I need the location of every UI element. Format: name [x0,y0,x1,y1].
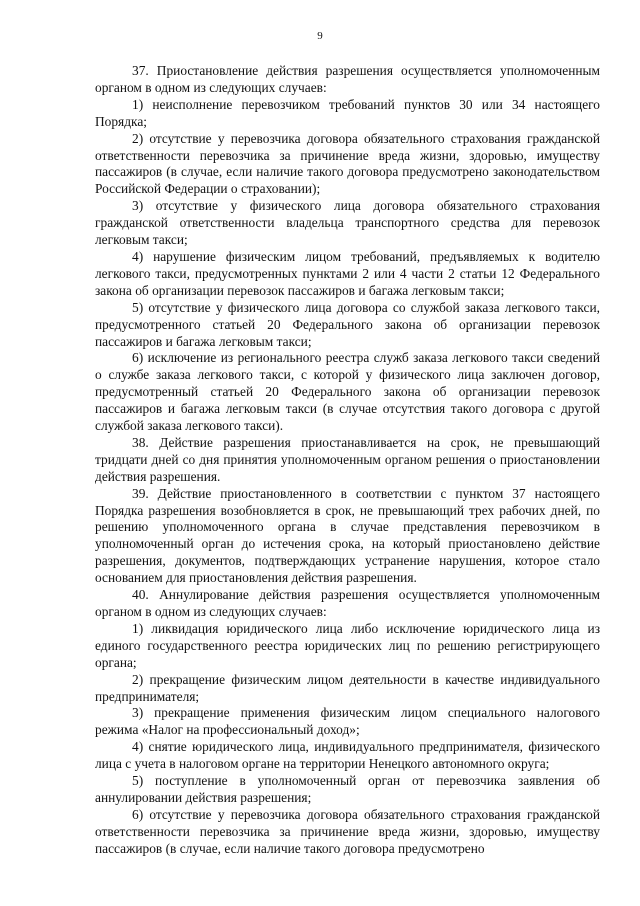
list-item-40-5: 5) поступление в уполномоченный орган от перевозчика заявления об аннулировании действия разрешения; [95,773,600,805]
page-number: 9 [317,30,323,42]
list-item-37-6: 6) исключение из регионального реестра служб заказа легкового такси сведений о службе заказа легкового такси, с которой у физического лица заключен договор, предусмотренный статьей 20 Федерального закона об организации перевозок пассажиров и багажа легковым такси (в случае отсутствия такого договора с другой службой заказа легкового такси). [95,350,600,434]
paragraph-38: 38. Действие разрешения приостанавливается на срок, не превышающий тридцати дней со дня принятия уполномоченным органом решения о приостановлении действия разрешения. [95,434,600,484]
list-item-37-5: 5) отсутствие у физического лица договора со службой заказа легкового такси, предусмотренного статьей 20 Федерального закона об организации перевозок пассажиров и багажа легковым такси; [95,299,600,349]
list-item-37-1: 1) неисполнение перевозчиком требований пунктов 30 или 34 настоящего Порядка; [95,96,600,129]
paragraph-39: 39. Действие приостановленного в соответствии с пунктом 37 настоящего Порядка разрешения возобновляется в срок, не превышающий трех рабочих дней, по решению уполномоченного органа в случае представления перевозчиком в уполномоченный орган до истечения срока, на который приостановлено действие разрешения, документов, подтверждающих устранение нарушения, которое стало основанием для приостановления действия разрешения. [95,485,600,586]
list-item-40-4: 4) снятие юридического лица, индивидуального предпринимателя, физического лица с учета в налоговом органе на территории Ненецкого автономного округа; [95,739,600,772]
paragraph-37-intro: 37. Приостановление действия разрешения осуществляется уполномоченным органом в одном из следующих случаев: [95,63,600,95]
list-item-40-1: 1) ликвидация юридического лица либо исключение юридического лица из единого государственного реестра юридических лиц по решению регистрирующего органа; [95,620,600,670]
document-body [95,63,600,858]
paragraph-40-intro: 40. Аннулирование действия разрешения осуществляется уполномоченным органом в одном из следующих случаев: [95,587,600,619]
list-item-40-3: 3) прекращение применения физическим лицом специального налогового режима «Налог на профессиональный доход»; [95,705,600,738]
list-item-40-2: 2) прекращение физическим лицом деятельности в качестве индивидуального предпринимателя; [95,671,600,704]
list-item-37-2: 2) отсутствие у перевозчика договора обязательного страхования гражданской ответственности перевозчика за причинение вреда жизни, здоровью, имуществу пассажиров (в случае, если наличие такого договора предусмотрено законодательством Российской Федерации о страховании); [95,130,600,197]
list-item-37-3: 3) отсутствие у физического лица договора обязательного страхования гражданской ответственности владельца транспортного средства для перевозок легковым такси; [95,198,600,248]
list-item-40-6: 6) отсутствие у перевозчика договора обязательного страхования гражданской ответственности перевозчика за причинение вреда жизни, здоровью, имуществу пассажиров (в случае, если наличие такого договора предусмотрено [95,806,600,856]
list-item-37-4: 4) нарушение физическим лицом требований, предъявляемых к водителю легкового такси, предусмотренных пунктами 2 или 4 части 2 статьи 12 Федерального закона об организации перевозок пассажиров и багажа легковым такси; [95,248,600,298]
